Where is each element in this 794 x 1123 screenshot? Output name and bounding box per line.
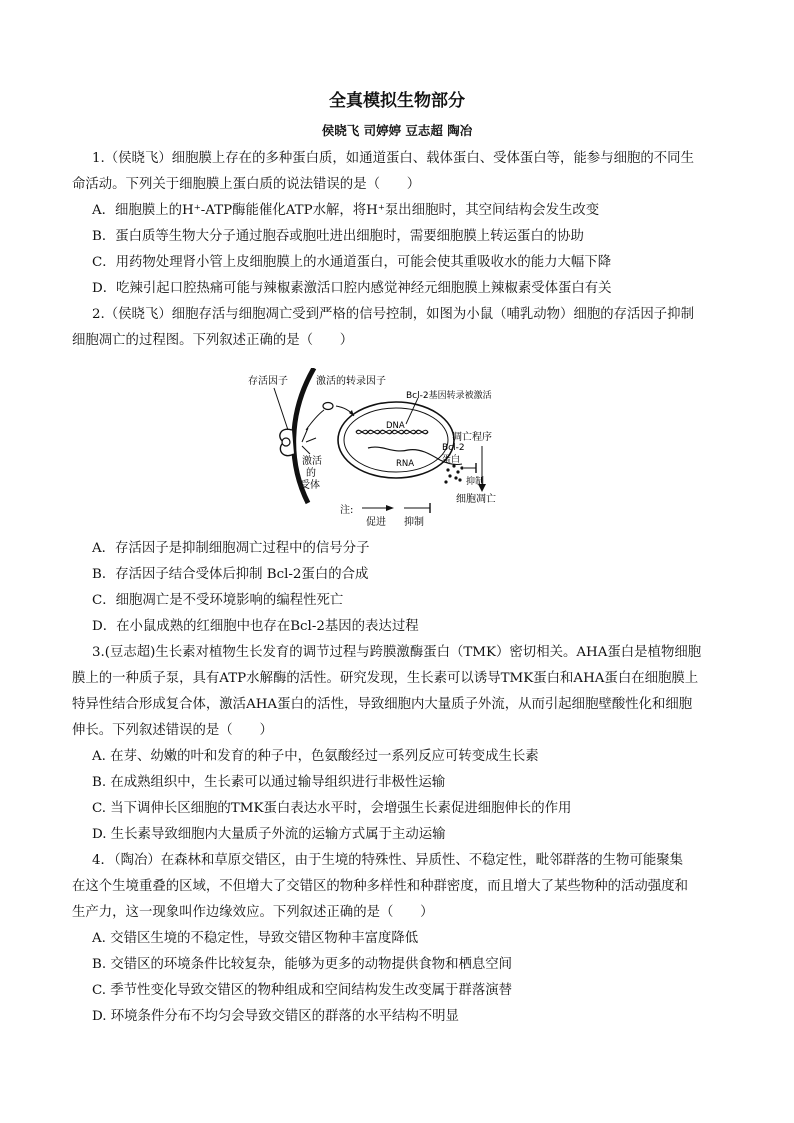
q1-stem-line1: 1.（侯晓飞）细胞膜上存在的多种蛋白质，如通道蛋白、载体蛋白、受体蛋白等，能参与细胞的不同生 xyxy=(92,151,694,166)
label-bcl2-protein-2: 蛋白 xyxy=(442,455,461,465)
q1-option-a: A．细胞膜上的H⁺-ATP酶能催化ATP水解，将H⁺泵出细胞时，其空间结构会发生改变 xyxy=(92,203,600,218)
legend-promote: 促进 xyxy=(366,517,386,528)
survival-factor-dot xyxy=(282,438,290,446)
q4-option-a: A. 交错区生境的不稳定性，导致交错区物种丰富度降低 xyxy=(92,931,419,946)
transcription-factor xyxy=(323,403,333,410)
legend-note: 注: xyxy=(340,505,354,516)
label-cell-apoptosis: 细胞凋亡 xyxy=(456,494,496,505)
q1-option-c: C．用药物处理肾小管上皮细胞膜上的水通道蛋白，可能会使其重吸收水的能力大幅下降 xyxy=(92,255,612,270)
label-bcl2-protein-1: Bcl-2 xyxy=(442,443,465,453)
authors-line: 侯晓飞 司婷婷 豆志超 陶冶 xyxy=(321,123,473,138)
bcl2-protein-dots xyxy=(444,464,463,483)
page-title: 全真模拟生物部分 xyxy=(329,91,465,111)
label-activated-tf: 激活的转录因子 xyxy=(316,376,386,387)
q4-stem-line3: 生产力，这一现象叫作边缘效应。下列叙述正确的是（ ） xyxy=(72,905,434,920)
q1-stem-line2: 命活动。下列关于细胞膜上蛋白质的说法错误的是（ ） xyxy=(72,177,421,192)
q4-option-c: C. 季节性变化导致交错区的物种组成和空间结构发生改变属于群落演替 xyxy=(92,983,512,998)
q3-stem-line1: 3.(豆志超)生长素对植物生长发育的调节过程与跨膜激酶蛋白（TMK）密切相关。AHA蛋白是植物细胞 xyxy=(92,645,702,660)
q3-option-b: B. 在成熟组织中，生长素可以通过输导组织进行非极性运输 xyxy=(92,775,446,790)
label-activated-receptor-1: 激活 xyxy=(302,456,322,467)
q3-option-a: A. 在芽、幼嫩的叶和发育的种子中，色氨酸经过一系列反应可转变成生长素 xyxy=(92,749,539,764)
label-rna: RNA xyxy=(396,459,415,469)
q2-option-a: A．存活因子是抑制细胞凋亡过程中的信号分子 xyxy=(92,541,370,556)
q3-option-d: D. 生长素导致细胞内大量质子外流的运输方式属于主动运输 xyxy=(92,827,446,842)
label-activated-receptor-2: 的 xyxy=(306,468,316,479)
apoptosis-diagram xyxy=(236,368,536,528)
label-dna: DNA xyxy=(386,421,405,431)
factor-pointer xyxy=(274,388,288,430)
q4-option-d: D. 环境条件分布不均匀会导致交错区的群落的水平结构不明显 xyxy=(92,1009,459,1024)
q4-option-b: B. 交错区的环境条件比较复杂，能够为更多的动物提供食物和栖息空间 xyxy=(92,957,513,972)
q2-option-b: B．存活因子结合受体后抑制 Bcl-2蛋白的合成 xyxy=(92,567,369,582)
q3-option-c: C. 当下调伸长区细胞的TMK蛋白表达水平时，会增强生长素促进细胞伸长的作用 xyxy=(92,801,572,816)
q2-stem-line2: 细胞凋亡的过程图。下列叙述正确的是（ ） xyxy=(72,333,354,348)
q1-option-d: D．吃辣引起口腔热痛可能与辣椒素激活口腔内感觉神经元细胞膜上辣椒素受体蛋白有关 xyxy=(92,281,612,296)
label-survival-factor: 存活因子 xyxy=(248,376,288,387)
q3-stem-line3: 特异性结合形成复合体，激活AHA蛋白的活性，导致细胞内大量质子外流，从而引起细胞壁酸性化和细胞 xyxy=(72,697,693,712)
tf-arrow xyxy=(306,410,324,430)
label-apoptosis-program: 凋亡程序 xyxy=(452,432,492,443)
q3-stem-line4: 伸长。下列叙述错误的是（ ） xyxy=(72,723,273,738)
label-bcl2-activated: Bcl-2基因转录被激活 xyxy=(406,391,492,401)
label-inhibit: 抑制 xyxy=(466,477,485,487)
q2-stem-line1: 2.（侯晓飞）细胞存活与细胞凋亡受到严格的信号控制，如图为小鼠（哺乳动物）细胞的存活因子抑制 xyxy=(92,307,694,322)
q3-stem-line2: 膜上的一种质子泵，具有ATP水解酶的活性。研究发现，生长素可以诱导TMK蛋白和AHA蛋白在细胞膜上 xyxy=(72,671,699,686)
label-activated-receptor-3: 受体 xyxy=(300,480,320,491)
q4-stem-line2: 在这个生境重叠的区域，不但增大了交错区的物种多样性和种群密度，而且增大了某些物种的活动强度和 xyxy=(72,879,688,894)
q4-stem-line1: 4．（陶冶）在森林和草原交错区，由于生境的特殊性、异质性、不稳定性，毗邻群落的生物可能聚集 xyxy=(92,853,684,868)
q2-option-d: D．在小鼠成熟的红细胞中也存在Bcl-2基因的表达过程 xyxy=(92,619,419,634)
q2-option-c: C．细胞凋亡是不受环境影响的编程性死亡 xyxy=(92,593,344,608)
q1-option-b: B．蛋白质等生物大分子通过胞吞或胞吐进出细胞时，需要细胞膜上转运蛋白的协助 xyxy=(92,229,584,244)
legend-suppress: 抑制 xyxy=(404,517,424,528)
